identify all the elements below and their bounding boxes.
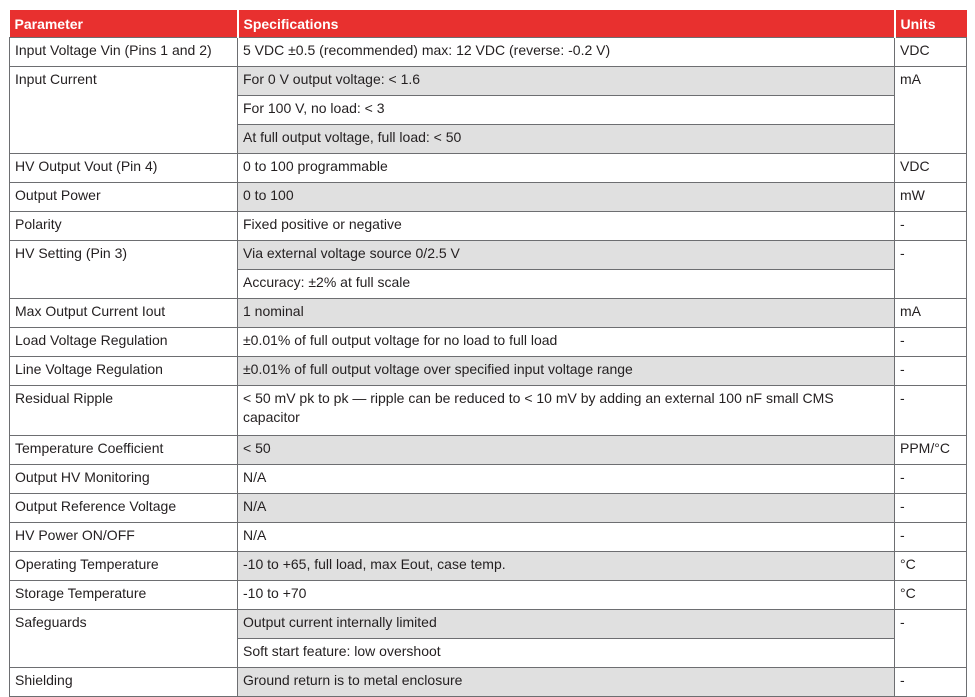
table-row — [10, 212, 967, 241]
units-cell: - — [895, 386, 967, 436]
table-row — [10, 154, 967, 183]
units-cell: - — [895, 523, 967, 552]
units-cell: VDC — [895, 154, 967, 183]
specification-cell: Soft start feature: low overshoot — [238, 639, 895, 668]
parameter-cell: Output Power — [10, 183, 238, 212]
units-cell: mA — [895, 67, 967, 154]
units-cell: - — [895, 494, 967, 523]
table-row — [10, 436, 967, 465]
units-cell: - — [895, 328, 967, 357]
parameter-cell: Shielding — [10, 668, 238, 697]
header-parameter: Parameter — [10, 10, 238, 38]
table-row — [10, 357, 967, 386]
header-specifications: Specifications — [238, 10, 895, 38]
table-row — [10, 465, 967, 494]
specification-cell: For 0 V output voltage: < 1.6 — [238, 67, 895, 96]
table-row — [10, 668, 967, 697]
table-row — [10, 523, 967, 552]
table-row — [10, 67, 967, 96]
specification-cell: 0 to 100 — [238, 183, 895, 212]
units-cell: - — [895, 465, 967, 494]
specification-cell: Accuracy: ±2% at full scale — [238, 270, 895, 299]
parameter-cell: Polarity — [10, 212, 238, 241]
parameter-cell: HV Output Vout (Pin 4) — [10, 154, 238, 183]
table-body — [10, 38, 967, 697]
units-cell: - — [895, 668, 967, 697]
table-row — [10, 241, 967, 270]
specification-cell: Via external voltage source 0/2.5 V — [238, 241, 895, 270]
header-row — [10, 10, 967, 38]
table-row — [10, 183, 967, 212]
specification-cell: 1 nominal — [238, 299, 895, 328]
specifications-table — [9, 10, 967, 697]
parameter-cell: Output Reference Voltage — [10, 494, 238, 523]
table-row — [10, 494, 967, 523]
parameter-cell: Input Voltage Vin (Pins 1 and 2) — [10, 38, 238, 67]
specification-cell: -10 to +65, full load, max Eout, case temp. — [238, 552, 895, 581]
units-cell: VDC — [895, 38, 967, 67]
units-cell: °C — [895, 552, 967, 581]
table-row — [10, 328, 967, 357]
parameter-cell: Operating Temperature — [10, 552, 238, 581]
units-cell: - — [895, 357, 967, 386]
parameter-cell: Load Voltage Regulation — [10, 328, 238, 357]
parameter-cell: Residual Ripple — [10, 386, 238, 436]
units-cell: mA — [895, 299, 967, 328]
table-header — [10, 10, 967, 38]
specification-cell: For 100 V, no load: < 3 — [238, 96, 895, 125]
parameter-cell: Max Output Current Iout — [10, 299, 238, 328]
table-row — [10, 38, 967, 67]
specification-cell: 5 VDC ±0.5 (recommended) max: 12 VDC (reverse: -0.2 V) — [238, 38, 895, 67]
parameter-cell: Line Voltage Regulation — [10, 357, 238, 386]
specification-cell: < 50 — [238, 436, 895, 465]
parameter-cell: Input Current — [10, 67, 238, 154]
units-cell: - — [895, 610, 967, 668]
table-row — [10, 610, 967, 639]
specification-cell: N/A — [238, 523, 895, 552]
parameter-cell: Storage Temperature — [10, 581, 238, 610]
table-row — [10, 299, 967, 328]
units-cell: °C — [895, 581, 967, 610]
parameter-cell: Output HV Monitoring — [10, 465, 238, 494]
specification-cell: ±0.01% of full output voltage for no load to full load — [238, 328, 895, 357]
table-row — [10, 552, 967, 581]
specification-cell: ±0.01% of full output voltage over specified input voltage range — [238, 357, 895, 386]
parameter-cell: Temperature Coefficient — [10, 436, 238, 465]
specification-cell: < 50 mV pk to pk — ripple can be reduced to < 10 mV by adding an external 100 nF small CMS capacitor — [238, 386, 895, 436]
specification-cell: N/A — [238, 494, 895, 523]
specification-cell: Output current internally limited — [238, 610, 895, 639]
specification-cell: Ground return is to metal enclosure — [238, 668, 895, 697]
units-cell: - — [895, 212, 967, 241]
specification-cell: Fixed positive or negative — [238, 212, 895, 241]
units-cell: mW — [895, 183, 967, 212]
specification-cell: 0 to 100 programmable — [238, 154, 895, 183]
specification-cell: -10 to +70 — [238, 581, 895, 610]
parameter-cell: HV Power ON/OFF — [10, 523, 238, 552]
parameter-cell: Safeguards — [10, 610, 238, 668]
table-row — [10, 581, 967, 610]
parameter-cell: HV Setting (Pin 3) — [10, 241, 238, 299]
header-units: Units — [895, 10, 967, 38]
specification-cell: At full output voltage, full load: < 50 — [238, 125, 895, 154]
units-cell: - — [895, 241, 967, 299]
table-row — [10, 386, 967, 436]
specification-cell: N/A — [238, 465, 895, 494]
units-cell: PPM/°C — [895, 436, 967, 465]
